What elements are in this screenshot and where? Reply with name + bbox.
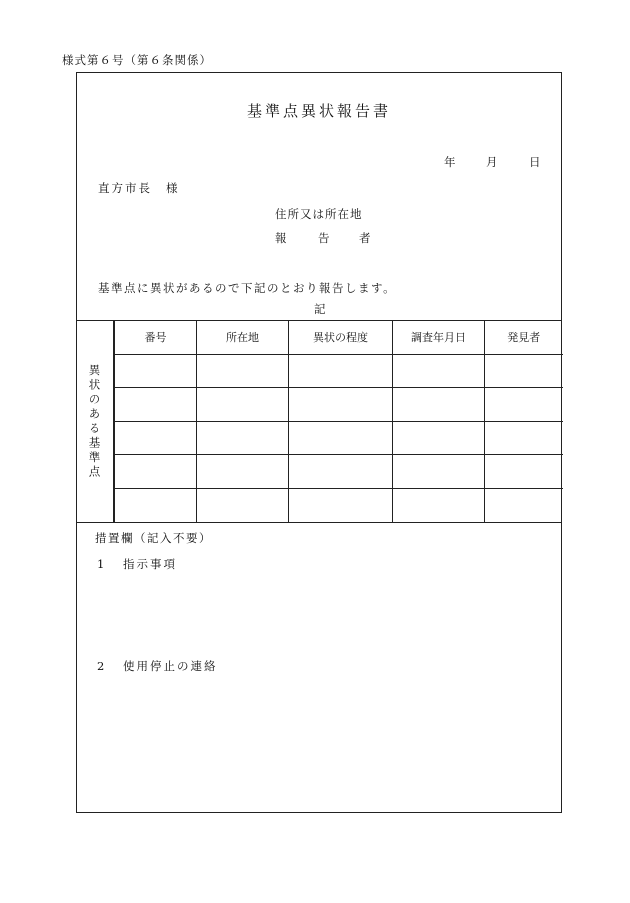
table-cell[interactable] [485,388,563,422]
addressee-honorific: 様 [166,181,180,195]
header-discoverer: 発見者 [485,321,563,354]
table-cell[interactable] [289,455,393,489]
header-anomaly-degree: 異状の程度 [289,321,393,354]
table-row [115,488,563,522]
table-cell[interactable] [485,421,563,455]
report-statement: 基準点に異状があるので下記のとおり報告します。 [98,281,397,295]
table-cell[interactable] [393,354,485,388]
address-label: 住所又は所在地 [275,207,363,221]
anomaly-side-label-text: 異状のある基準点 [87,363,102,480]
table-cell[interactable] [197,488,289,522]
table-row [115,421,563,455]
anomaly-table [114,321,563,522]
item-number: 2 [97,659,107,673]
table-cell[interactable] [289,488,393,522]
item-label: 指示事項 [123,557,177,571]
document-title: 基準点異状報告書 [246,102,391,120]
reporter-label-1: 報 [275,231,287,245]
date-day-label: 日 [529,155,541,169]
table-cell[interactable] [115,354,197,388]
reporter-label-2: 告 [318,231,330,245]
measures-item-instructions [97,556,177,572]
table-cell[interactable] [197,388,289,422]
table-cell[interactable] [289,388,393,422]
table-cell[interactable] [393,455,485,489]
table-cell[interactable] [393,488,485,522]
table-row [115,455,563,489]
table-row [115,388,563,422]
table-cell[interactable] [289,354,393,388]
table-cell[interactable] [115,455,197,489]
date-year-label: 年 [444,155,456,169]
table-cell[interactable] [289,421,393,455]
date-month-label: 月 [486,155,498,169]
table-cell[interactable] [197,354,289,388]
header-number: 番号 [115,321,197,354]
measures-item-suspension-notice [97,658,218,674]
item-number: 1 [97,557,107,571]
anomaly-side-label [76,321,114,522]
addressee [98,180,180,196]
table-cell[interactable] [485,455,563,489]
anomaly-table-section [76,320,562,523]
ki-heading: 記 [314,302,326,316]
table-cell[interactable] [115,421,197,455]
table-cell[interactable] [197,455,289,489]
header-location: 所在地 [197,321,289,354]
table-cell[interactable] [485,488,563,522]
table-cell[interactable] [393,421,485,455]
measures-heading: 措置欄（記入不要） [95,531,212,545]
table-cell[interactable] [485,354,563,388]
addressee-name: 直方市長 [98,181,152,195]
table-cell[interactable] [197,421,289,455]
item-label: 使用停止の連絡 [123,659,218,673]
table-header-row [115,321,563,354]
table-cell[interactable] [393,388,485,422]
table-row [115,354,563,388]
form-number-label: 様式第６号（第６条関係） [62,53,212,67]
table-cell[interactable] [115,488,197,522]
header-survey-date: 調査年月日 [393,321,485,354]
reporter-label-3: 者 [359,231,371,245]
table-cell[interactable] [115,388,197,422]
